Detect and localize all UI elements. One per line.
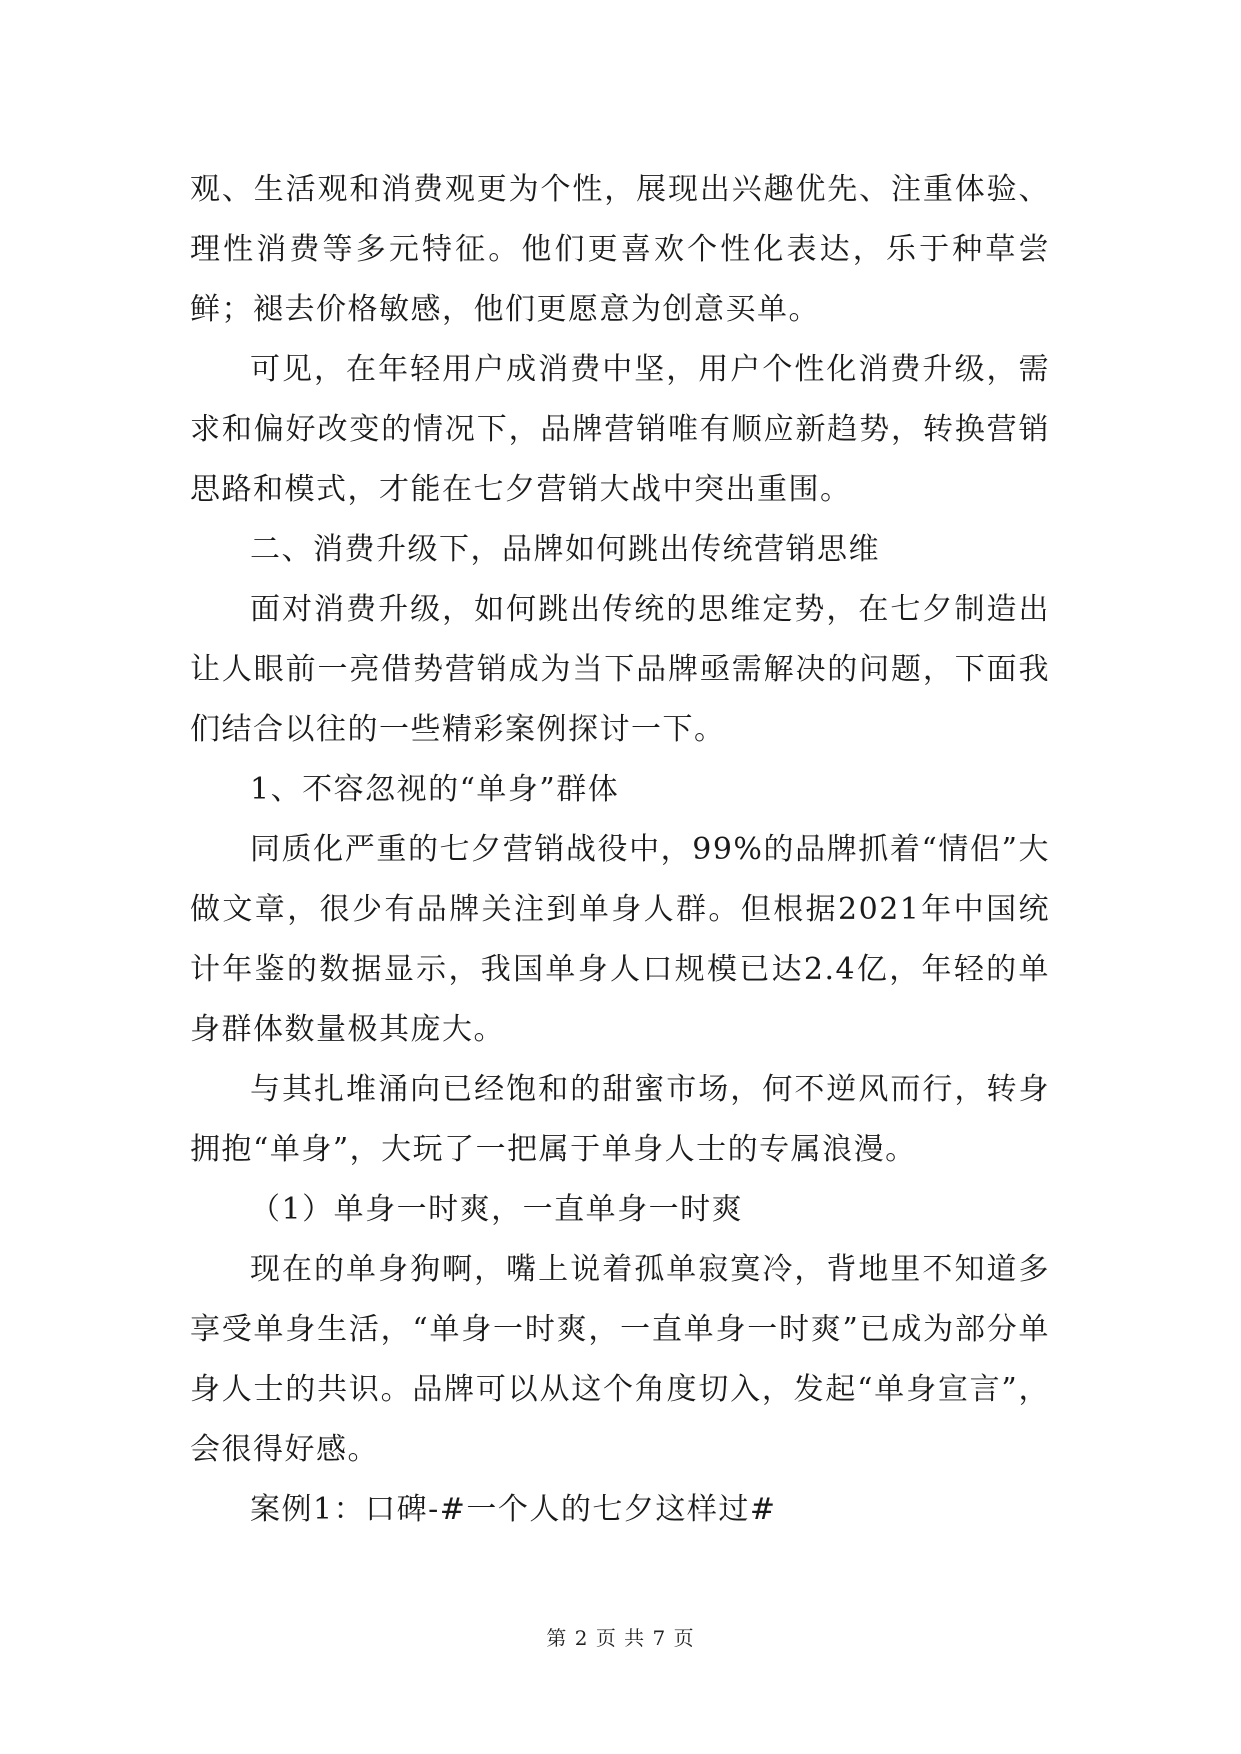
case-heading: 案例1：口碑-#一个人的七夕这样过#	[250, 1492, 777, 1527]
page-number-label: 第 2 页 共 7 页	[546, 1626, 695, 1650]
paragraph-suggestion: 与其扎堆涌向已经饱和的甜蜜市场，何不逆风而行，转身拥抱“单身”，大玩了一把属于单身人士的专属浪漫。	[190, 1072, 1050, 1167]
section-heading: 二、消费升级下，品牌如何跳出传统营销思维	[250, 532, 880, 567]
paragraph-statistics: 同质化严重的七夕营销战役中，99%的品牌抓着“情侣”大做文章，很少有品牌关注到单身人群。但根据2021年中国统计年鉴的数据显示，我国单身人口规模已达2.4亿，年轻的单身群体数量极其庞大。	[190, 832, 1050, 1047]
paragraph-single-life: 现在的单身狗啊，嘴上说着孤单寂寞冷，背地里不知道多享受单身生活，“单身一时爽，一直单身一时爽”已成为部分单身人士的共识。品牌可以从这个角度切入，发起“单身宣言”，会很得好感。	[190, 1252, 1050, 1467]
subsection-heading: 1、不容忽视的“单身”群体	[250, 772, 620, 807]
sub-subsection-heading: （1）单身一时爽，一直单身一时爽	[250, 1192, 744, 1227]
paragraph-conclusion: 可见，在年轻用户成消费中坚，用户个性化消费升级，需求和偏好改变的情况下，品牌营销唯有顺应新趋势，转换营销思路和模式，才能在七夕营销大战中突出重围。	[190, 352, 1050, 507]
paragraph-intro: 面对消费升级，如何跳出传统的思维定势，在七夕制造出让人眼前一亮借势营销成为当下品牌亟需解决的问题，下面我们结合以往的一些精彩案例探讨一下。	[190, 592, 1050, 747]
document-body	[190, 160, 1050, 1540]
paragraph-continuation: 观、生活观和消费观更为个性，展现出兴趣优先、注重体验、理性消费等多元特征。他们更喜欢个性化表达，乐于种草尝鲜；褪去价格敏感，他们更愿意为创意买单。	[190, 172, 1050, 327]
page-footer	[0, 1624, 1241, 1652]
